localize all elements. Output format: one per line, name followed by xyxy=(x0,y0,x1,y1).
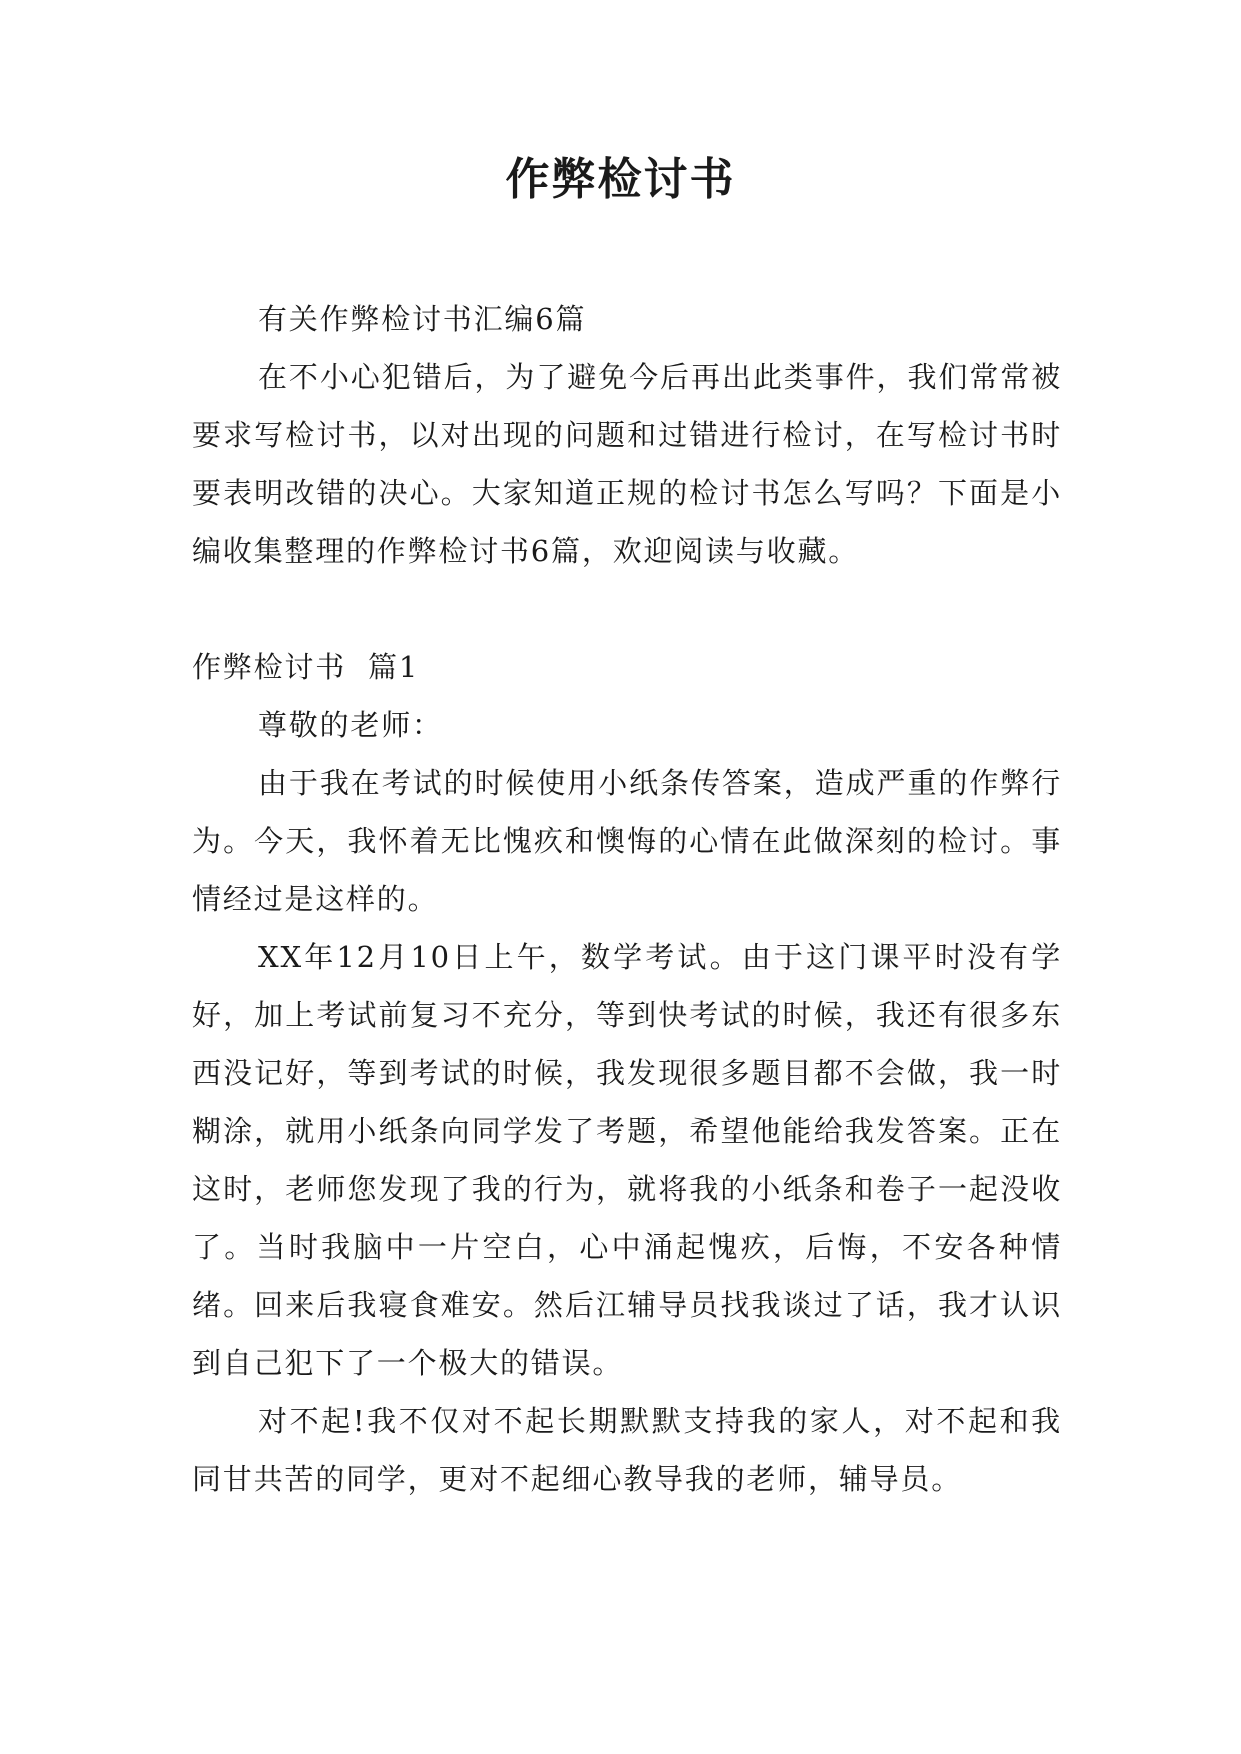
body-paragraph: 对不起!我不仅对不起长期默默支持我的家人，对不起和我同甘共苦的同学，更对不起细心教导我的老师，辅导员。 xyxy=(192,1404,1062,1496)
intro-paragraph: 在不小心犯错后，为了避免今后再出此类事件，我们常常被要求写检讨书，以对出现的问题和过错进行检讨，在写检讨书时要表明改错的决心。大家知道正规的检讨书怎么写吗？下面是小编收集整理的作弊检讨书6篇，欢迎阅读与收藏。 xyxy=(192,360,1062,568)
salutation: 尊敬的老师： xyxy=(258,708,443,742)
document-title: 作弊检讨书 xyxy=(505,154,736,205)
document-subtitle: 有关作弊检讨书汇编6篇 xyxy=(258,302,587,336)
body-paragraph: 由于我在考试的时候使用小纸条传答案，造成严重的作弊行为。今天，我怀着无比愧疚和懊悔的心情在此做深刻的检讨。事情经过是这样的。 xyxy=(192,766,1062,916)
document-body xyxy=(192,290,1062,1508)
section-heading: 作弊检讨书 篇1 xyxy=(192,650,420,684)
body-paragraph: XX年12月10日上午，数学考试。由于这门课平时没有学好，加上考试前复习不充分，等到快考试的时候，我还有很多东西没记好，等到考试的时候，我发现很多题目都不会做，我一时糊涂，就用小纸条向同学发了考题，希望他能给我发答案。正在这时，老师您发现了我的行为，就将我的小纸条和卷子一起没收了。当时我脑中一片空白，心中涌起愧疚，后悔，不安各种情绪。回来后我寝食难安。然后江辅导员找我谈过了话，我才认识到自己犯下了一个极大的错误。 xyxy=(192,940,1062,1380)
